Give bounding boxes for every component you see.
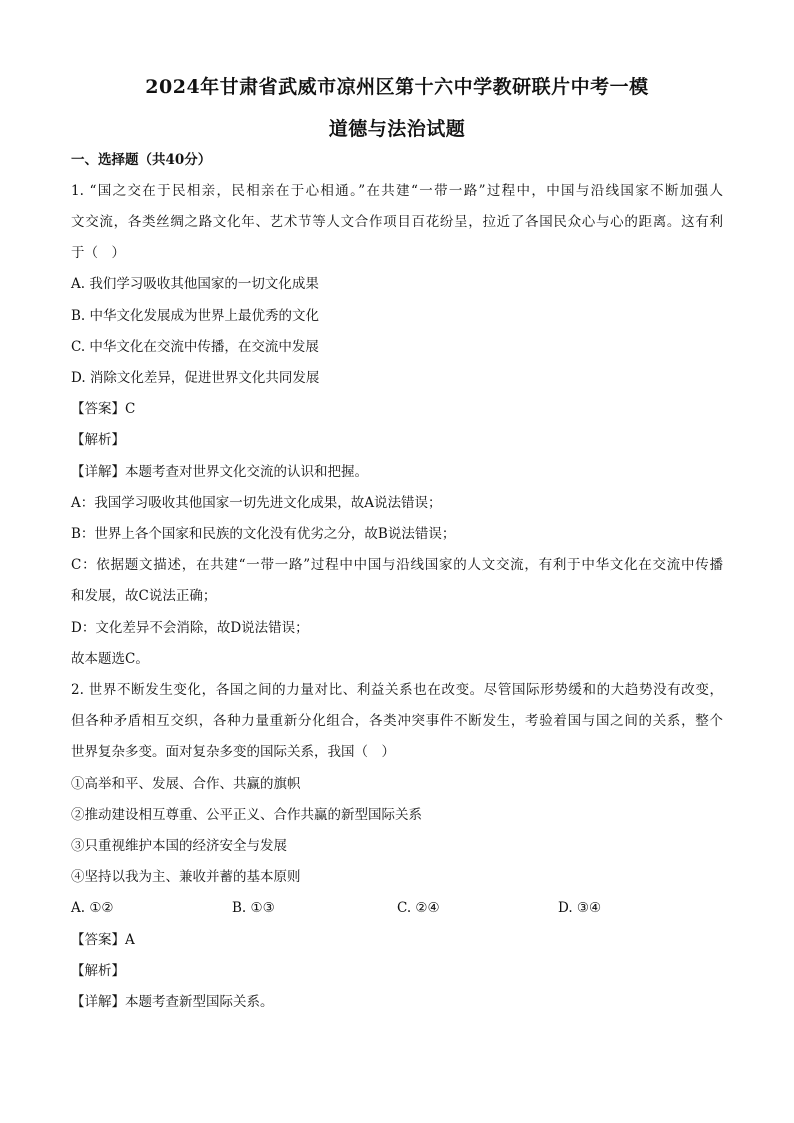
q1-explain-line: D：文化差异不会消除，故D说法错误； [71,620,309,636]
q2-option-d: D. ③④ [558,900,602,916]
q1-option-a: A. 我们学习吸收其他国家的一切文化成果 [71,276,319,292]
q2-stem-line: 2. 世界不断发生变化，各国之间的力量对比、利益关系也在改变。尽管国际形势缓和的大趋势没有改变， [71,682,723,698]
q2-answer: 【答案】A [71,932,135,948]
q2-detail: 【详解】本题考查新型国际关系。 [71,994,274,1010]
q1-explain-line: B：世界上各个国家和民族的文化没有优劣之分，故B说法错误； [71,526,456,542]
q2-stem-line: 但各种矛盾相互交织，各种力量重新分化组合，各类冲突事件不断发生，考验着国与国之间的关系，整个 [71,713,723,729]
q1-stem-line: 文交流，各类丝绸之路文化年、艺术节等人文合作项目百花纷呈，拉近了各国民众心与心的距离。这有利 [71,214,723,230]
q2-item: ②推动建设相互尊重、公平正义、合作共赢的新型国际关系 [71,807,422,823]
section-heading: 一、选择题（共40分） [71,152,212,168]
q1-stem-line: 1. “国之交在于民相亲，民相亲在于心相通。”在共建“一带一路”过程中，中国与沿线国家不断加强人 [71,183,723,199]
q2-option-a: A. ①② [71,900,114,916]
q2-option-b: B. ①③ [232,900,275,916]
q1-analysis-label: 【解析】 [71,432,125,448]
q1-stem-line: 于（ ） [71,245,125,261]
q1-option-d: D. 消除文化差异，促进世界文化共同发展 [71,370,320,386]
q2-analysis-label: 【解析】 [71,963,125,979]
q1-option-b: B. 中华文化发展成为世界上最优秀的文化 [71,308,320,324]
q1-explain-line: C：依据题文描述，在共建“一带一路”过程中中国与沿线国家的人文交流，有利于中华文化在交流中传播 [71,557,723,573]
page-title: 2024年甘肃省武威市凉州区第十六中学教研联片中考一模 [145,76,649,98]
q2-item: ①高举和平、发展、合作、共赢的旗帜 [71,776,301,792]
q2-item: ④坚持以我为主、兼收并蓄的基本原则 [71,869,301,885]
q2-stem-line: 世界复杂多变。面对复杂多变的国际关系，我国（ ） [71,744,395,760]
q1-option-c: C. 中华文化在交流中传播，在交流中发展 [71,339,319,355]
q1-detail: 【详解】本题考查对世界文化交流的认识和把握。 [71,464,368,480]
q1-explain-line: 故本题选C。 [71,651,149,667]
q2-option-c: C. ②④ [397,900,440,916]
q1-answer: 【答案】C [71,401,136,417]
q2-options-row [71,898,723,918]
q1-explain-line: 和发展，故C说法正确； [71,588,217,604]
q1-explain-line: A：我国学习吸收其他国家一切先进文化成果，故A说法错误； [71,495,442,511]
page-subtitle: 道德与法治试题 [328,118,466,140]
q2-item: ③只重视维护本国的经济安全与发展 [71,838,287,854]
